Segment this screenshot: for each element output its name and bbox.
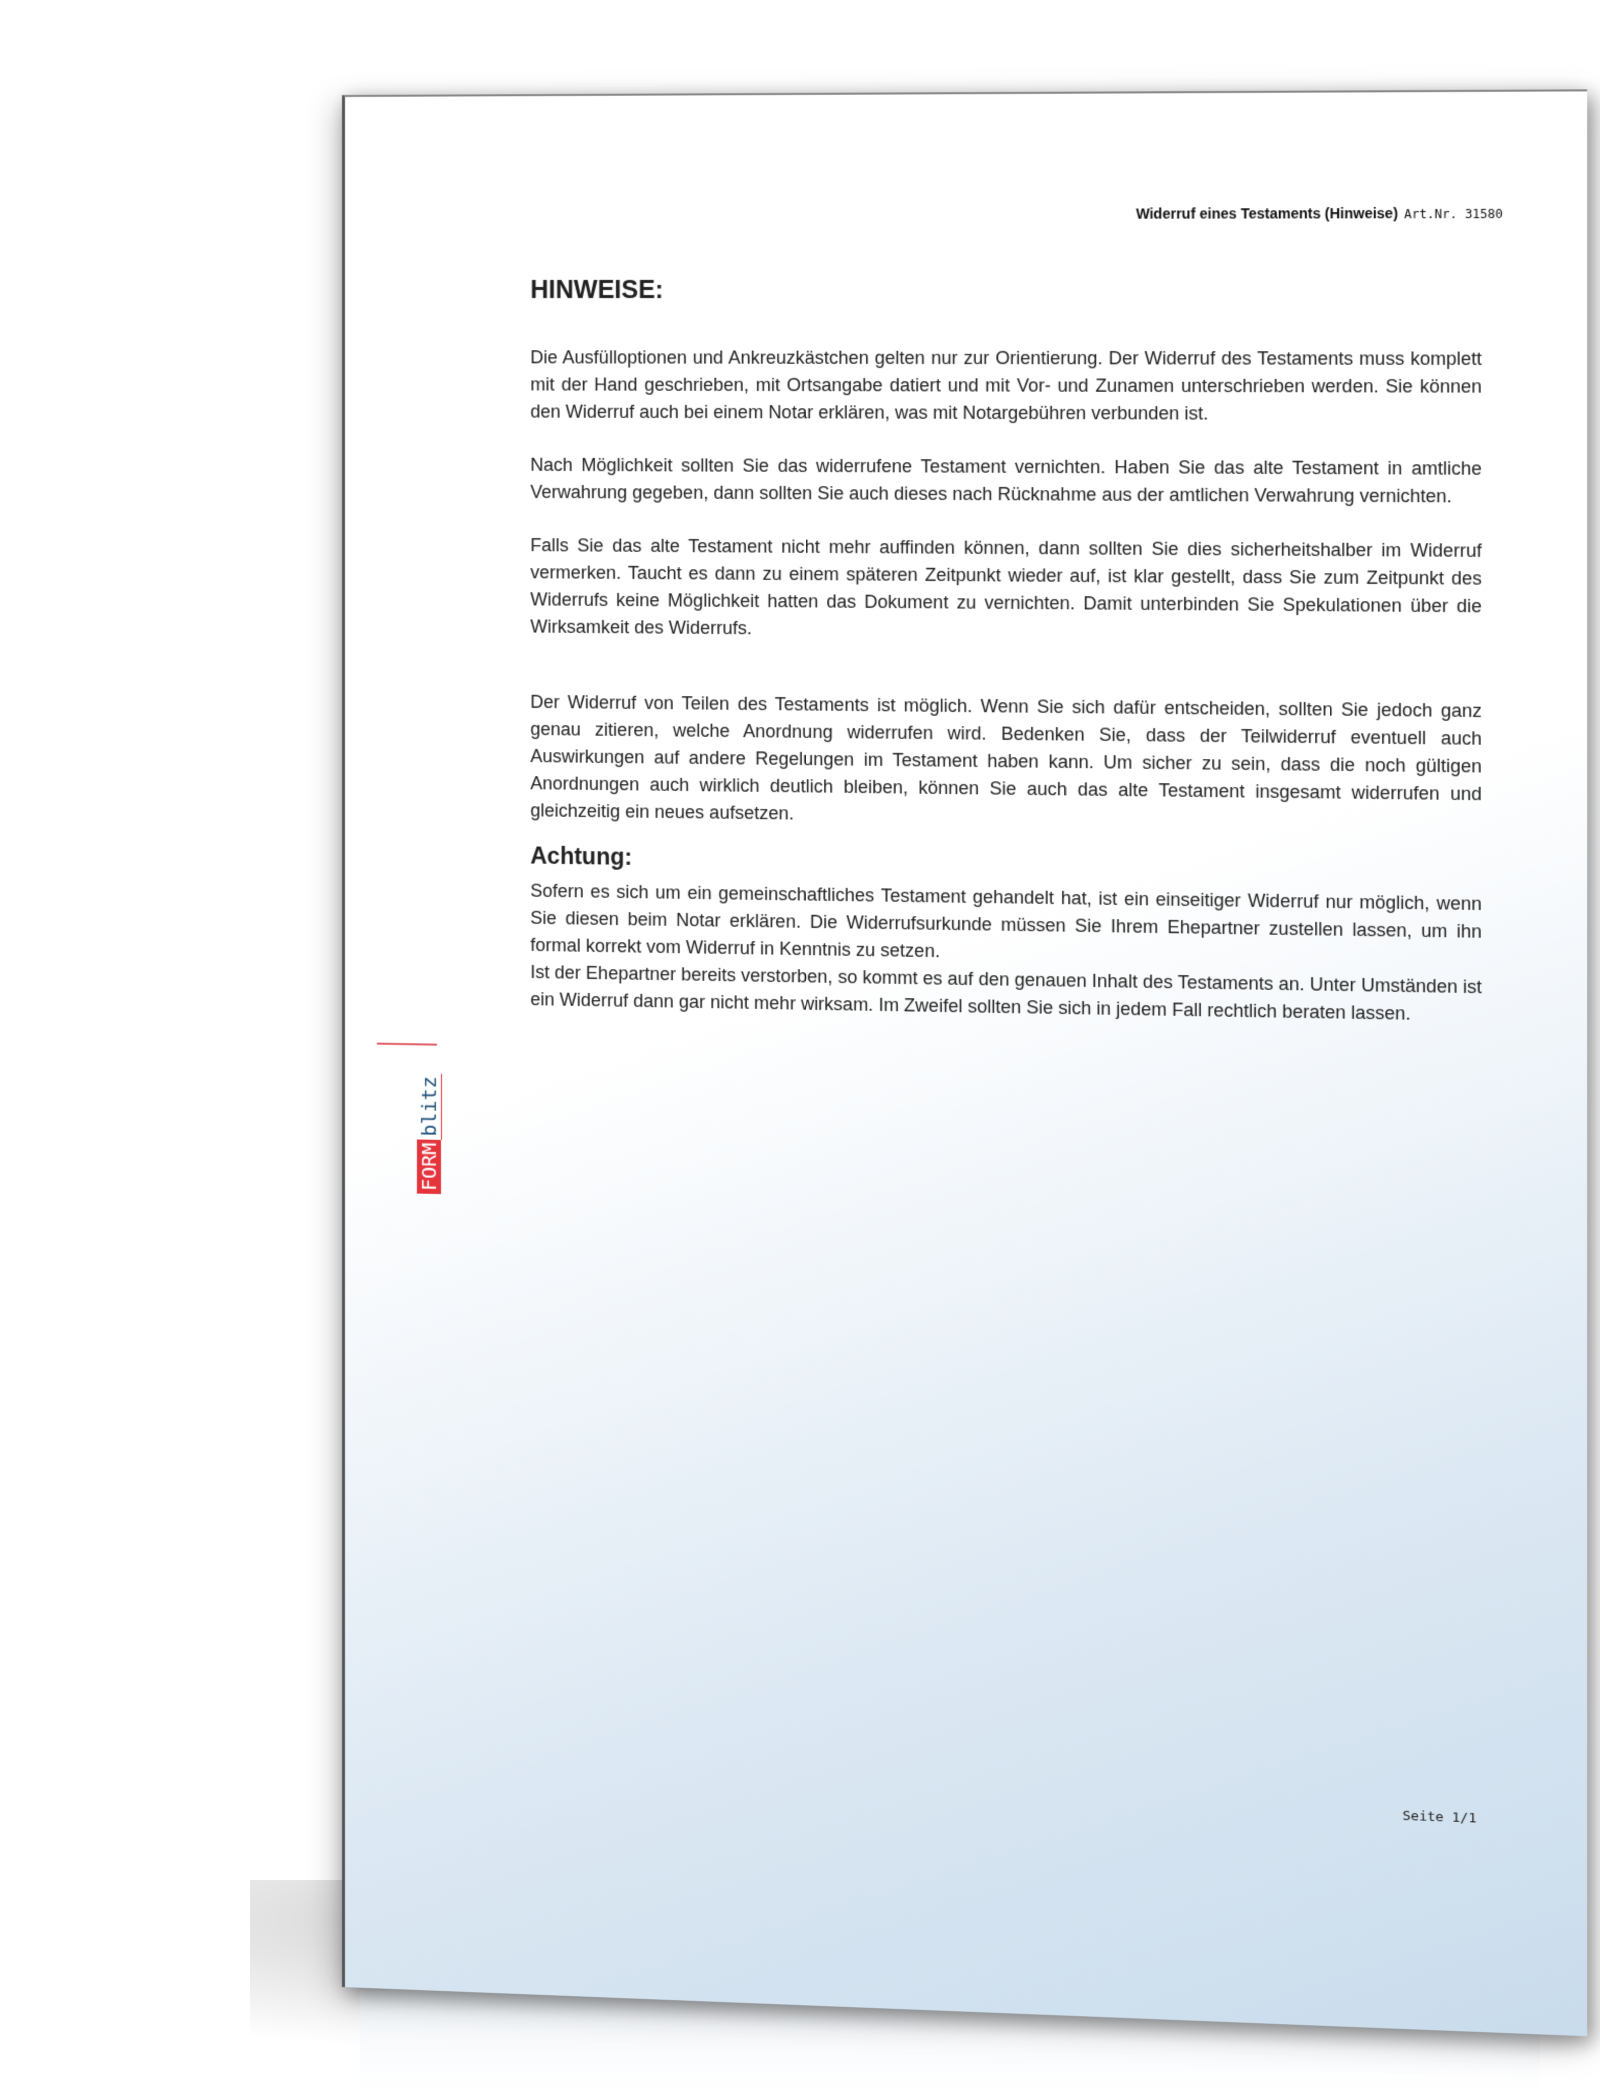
paragraph: Nach Möglichkeit sollten Sie das widerrufene Testament vernichten. Haben Sie das alte Testament in amtliche Verwahrung gegeben, dann sollten Sie auch dieses nach Rücknahme aus der amtlichen Verwahrung vernichten. [530,454,1482,507]
document-body [530,277,1481,1029]
page-number: Seite 1/1 [1402,1808,1477,1827]
paragraph: Die Ausfülloptionen und Ankreuzkästchen gelten nur zur Orientierung. Der Widerruf des Testaments muss komplett mit der Hand geschrieben, mit Ortsangabe datiert und mit Vor- und Zunamen unterschrieben werden. Sie können den Widerruf auch bei einem Notar erklären, was mit Notargebühren verbunden ist. [530,347,1482,424]
logo-line [377,1043,437,1046]
document-header [1136,205,1503,222]
logo-blitz: blitz [417,1073,442,1140]
paragraph: Falls Sie das alte Testament nicht mehr auffinden können, dann sollten Sie dies sicherheitshalber im Widerruf vermerken. Taucht es dann zu einem späteren Zeitpunkt wieder auf, ist klar gestellt, dass Sie zum Zeitpunkt des Widerrufs keine Möglichkeit hatten das Dokument zu vernichten. Damit unterbinden Sie Spekulationen über die Wirksamkeit des Widerrufs. [530,535,1482,639]
logo-form: FORM [417,1139,441,1194]
document-page [342,89,1587,2036]
formblitz-logo [417,1073,441,1194]
article-number: Art.Nr. 31580 [1404,206,1503,222]
paragraph: Ist der Ehepartner bereits verstorben, so kommt es auf den genauen Inhalt des Testaments an. Unter Umständen ist ein Widerruf dann gar nicht mehr wirksam. Im Zweifel sollten Sie sich in jedem Fall rechtlich beraten lassen. [530,961,1482,1024]
page-title: HINWEISE: [530,275,664,305]
paragraph: Sofern es sich um ein gemeinschaftliches Testament gehandelt hat, ist ein einseitiger Widerruf nur möglich, wenn Sie diesen beim Notar erklären. Die Widerrufsurkunde müssen Sie Ihrem Ehepartner zustellen lassen, um ihn formal korrekt vom Widerruf in Kenntnis zu setzen. [530,880,1482,962]
document-title: Widerruf eines Testaments (Hinweise) [1135,204,1398,222]
paragraph: Der Widerruf von Teilen des Testaments ist möglich. Wenn Sie sich dafür entscheiden, sollten Sie jedoch ganz genau zitieren, welche Anordnung widerrufen wird. Bedenken Sie, dass der Teilwiderruf eventuell auch Auswirkungen auf andere Regelungen im Testament haben kann. Um sicher zu sein, dass die noch gültigen Anordnungen auch wirklich deutlich bleiben, können Sie auch das alte Testament insgesamt widerrufen und gleichzeitig ein neues aufsetzen. [530,691,1482,824]
achtung-heading: Achtung: [530,842,633,870]
